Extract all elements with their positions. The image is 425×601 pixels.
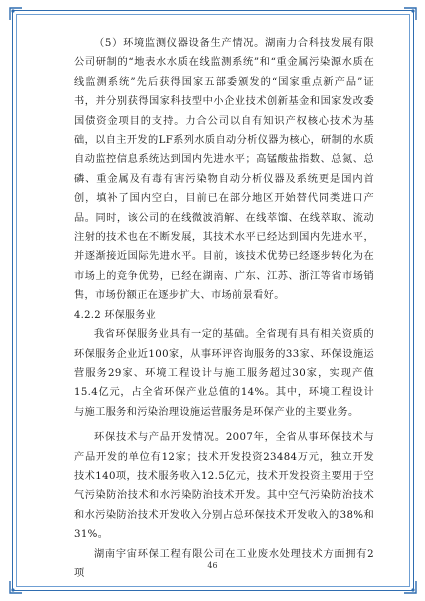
paragraph-company: 湖南宇宙环保工程有限公司在工业废水处理技术方面拥有2项 [74, 548, 374, 579]
corner-ornament-icon [402, 579, 418, 595]
paragraph-tech-development: 环保技术与产品开发情况。2007年，全省从事环保技术与产品开发的单位有12家；技术开发投资23484万元，独立开发技术140项，技术服务收入12.5亿元，技术开发投资主要用于空气污染防治技术和水污染防治技术开发。其中空气污染防治技术和水污染防治技术开发收入分别占总环保技术开发收入的38%和31%。 [74, 432, 374, 541]
corner-ornament-icon [8, 579, 24, 595]
paragraph-service-industry: 我省环保服务业具有一定的基础。全省现有具有相关资质的环保服务企业近100家，从事环评咨询服务的33家、环保设施运营服务29家、环境工程设计与施工服务超过30家，实现产值15.4亿元，占全省环保产业总值的14%。其中，环境工程设计与施工服务和污染治理设施运营服务是环保产业的主要业务。 [74, 329, 374, 418]
body-text [74, 34, 374, 583]
corner-ornament-icon [8, 6, 24, 22]
corner-ornament-icon [402, 6, 418, 22]
section-heading: 4.2.2 环保服务业 [74, 309, 156, 321]
page-number: 46 [207, 561, 218, 570]
paragraph-monitoring-equipment: （5）环境监测仪器设备生产情况。湖南力合科技发展有限公司研制的“地表水水质在线监测系统”和“重金属污染源水质在线监测系统”先后获得国家五部委颁发的“国家重点新产品”证书，并分别获得国家科技型中小企业技术创新基金和国家发改委国债资金项目的支持。力合公司以自有知识产权核心技术为基础，以自主开发的LF系列水质自动分析仪器为核心，研制的水质自动监控信息系统达到国内先进水平；高锰酸盐指数、总氮、总磷、重金属及有毒有害污染物自动分析仪器及系统更是国内首创，填补了国内空白，目前已在部分地区开始替代同类进口产品。同时，该公司的在线微波消解、在线萃馏、在线萃取、流动注射的技术也在不断发展，其技术水平已经达到国内先进水平，并逐渐接近国际先进水平。目前，该技术优势已经逐步转化为在市场上的竞争优势，已经在湖南、广东、江苏、浙江等省市场销售，市场份额正在逐步扩大、市场前景看好。 [74, 38, 374, 302]
